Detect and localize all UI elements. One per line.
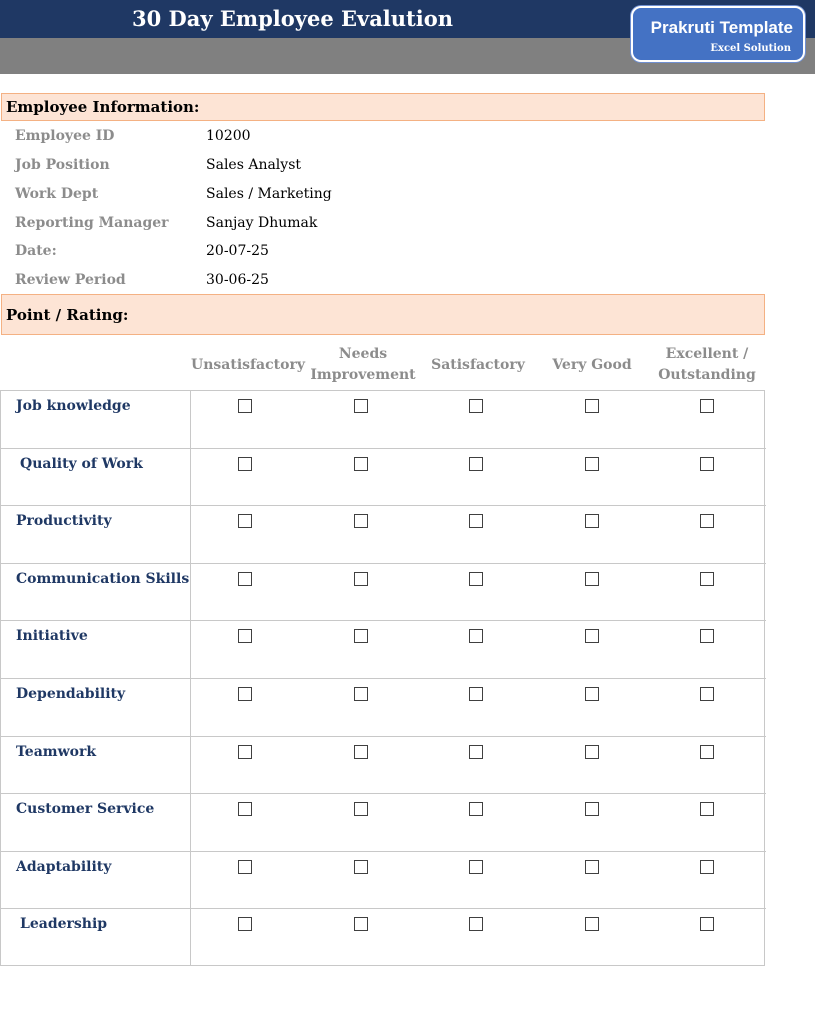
rating-checkbox[interactable] [700, 399, 714, 413]
rating-row [1, 564, 766, 622]
logo-title: Prakruti Template [650, 18, 793, 37]
rating-row [1, 449, 766, 507]
rating-checkbox[interactable] [238, 745, 252, 759]
rating-checkbox[interactable] [585, 572, 599, 586]
review-period-label: Review Period [15, 272, 126, 288]
rating-checkbox[interactable] [238, 514, 252, 528]
grid-divider [190, 390, 191, 966]
rating-checkbox[interactable] [700, 687, 714, 701]
rating-row [1, 909, 766, 967]
review-period-value: 30-06-25 [206, 272, 269, 288]
employee-id-value: 10200 [206, 128, 251, 144]
column-header-line1: Unsatisfactory [191, 356, 305, 373]
rating-checkbox[interactable] [585, 860, 599, 874]
rating-checkbox[interactable] [469, 399, 483, 413]
page-title: 30 Day Employee Evalution [132, 6, 454, 31]
date-value: 20-07-25 [206, 243, 269, 259]
rating-checkbox[interactable] [469, 745, 483, 759]
rating-checkbox[interactable] [469, 860, 483, 874]
rating-checkbox[interactable] [585, 629, 599, 643]
rating-checkbox[interactable] [700, 514, 714, 528]
column-header-excellent [650, 343, 764, 387]
rating-checkbox[interactable] [469, 687, 483, 701]
column-header-line2: Improvement [310, 367, 416, 383]
rating-checkbox[interactable] [238, 687, 252, 701]
logo-subtitle: Excel Solution [710, 43, 791, 54]
criterion-label: Productivity [16, 513, 112, 530]
criterion-label: Leadership [20, 916, 108, 933]
job-position-value: Sales Analyst [206, 157, 302, 173]
column-header-satisfactory [421, 343, 535, 387]
rating-checkbox[interactable] [354, 629, 368, 643]
rating-checkbox[interactable] [585, 399, 599, 413]
criterion-label: Job knowledge [16, 398, 131, 414]
rating-checkbox[interactable] [700, 917, 714, 931]
criterion-label: Customer Service [16, 801, 155, 818]
rating-checkbox[interactable] [354, 745, 368, 759]
rating-checkbox[interactable] [469, 802, 483, 816]
rating-row [1, 794, 766, 852]
rating-row [1, 737, 766, 795]
rating-checkbox[interactable] [700, 860, 714, 874]
column-header-line1: Excellent / [665, 346, 749, 362]
rating-checkbox[interactable] [238, 457, 252, 471]
column-header-unsatisfactory [192, 343, 304, 387]
criterion-label: Dependability [16, 686, 126, 702]
rating-checkbox[interactable] [700, 745, 714, 759]
reporting-manager-value: Sanjay Dhumak [206, 215, 318, 231]
rating-checkbox[interactable] [238, 629, 252, 643]
rating-checkbox[interactable] [700, 457, 714, 471]
rating-checkbox[interactable] [585, 514, 599, 528]
rating-checkbox[interactable] [585, 457, 599, 471]
column-header-needs-improvement [306, 343, 420, 387]
work-dept-value: Sales / Marketing [206, 186, 332, 202]
rating-checkbox[interactable] [700, 629, 714, 643]
rating-checkbox[interactable] [354, 514, 368, 528]
rating-checkbox[interactable] [354, 457, 368, 471]
rating-checkbox[interactable] [238, 860, 252, 874]
rating-checkbox[interactable] [469, 572, 483, 586]
rating-checkbox[interactable] [354, 860, 368, 874]
rating-checkbox[interactable] [354, 572, 368, 586]
rating-checkbox[interactable] [585, 917, 599, 931]
reporting-manager-label: Reporting Manager [15, 215, 169, 231]
rating-checkbox[interactable] [585, 802, 599, 816]
rating-row [1, 391, 766, 449]
column-header-line1: Very Good [552, 356, 632, 373]
rating-checkbox[interactable] [585, 745, 599, 759]
employee-info-header: Employee Information: [1, 93, 765, 121]
rating-checkbox[interactable] [469, 629, 483, 643]
date-label: Date: [15, 243, 57, 259]
job-position-label: Job Position [15, 157, 110, 173]
rating-checkbox[interactable] [469, 917, 483, 931]
rating-row [1, 852, 766, 910]
rating-checkbox[interactable] [700, 572, 714, 586]
rating-checkbox[interactable] [585, 687, 599, 701]
rating-row [1, 506, 766, 564]
rating-header: Point / Rating: [1, 294, 765, 335]
criterion-label: Adaptability [16, 858, 112, 875]
column-header-very-good [536, 343, 648, 387]
column-header-line2: Outstanding [658, 367, 756, 383]
column-header-line1: Satisfactory [431, 356, 525, 373]
rating-grid [0, 390, 765, 966]
rating-checkbox[interactable] [354, 802, 368, 816]
employee-id-label: Employee ID [15, 128, 115, 144]
rating-row [1, 679, 766, 737]
work-dept-label: Work Dept [15, 186, 99, 202]
rating-checkbox[interactable] [469, 457, 483, 471]
rating-checkbox[interactable] [238, 917, 252, 931]
criterion-label: Communication Skills [16, 570, 190, 587]
rating-checkbox[interactable] [354, 917, 368, 931]
rating-row [1, 621, 766, 679]
brand-logo [631, 6, 805, 62]
column-header-line1: Needs [338, 346, 388, 362]
rating-checkbox[interactable] [354, 399, 368, 413]
rating-checkbox[interactable] [700, 802, 714, 816]
rating-checkbox[interactable] [238, 802, 252, 816]
criterion-label: Teamwork [16, 743, 97, 760]
rating-checkbox[interactable] [238, 572, 252, 586]
rating-checkbox[interactable] [469, 514, 483, 528]
rating-checkbox[interactable] [354, 687, 368, 701]
criterion-label: Initiative [16, 628, 88, 645]
rating-checkbox[interactable] [238, 399, 252, 413]
criterion-label: Quality of Work [20, 455, 143, 472]
